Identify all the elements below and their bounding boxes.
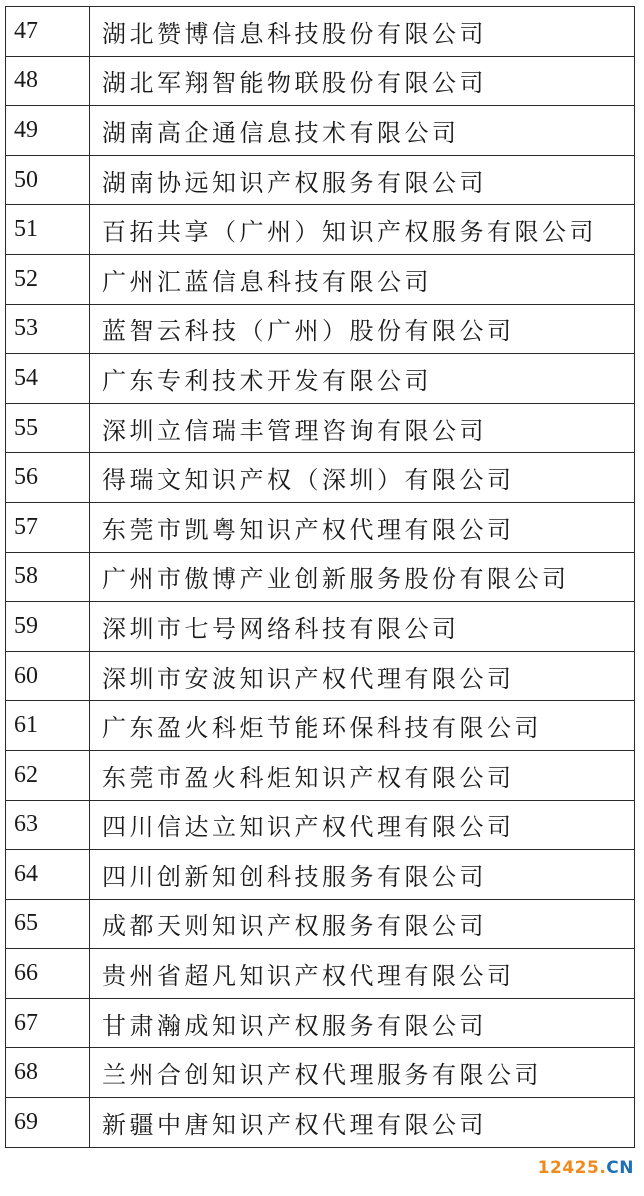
watermark-cn: CN [606, 1158, 634, 1178]
table-row [6, 205, 635, 255]
row-number: 68 [6, 1048, 90, 1098]
row-number: 57 [6, 502, 90, 552]
row-number: 64 [6, 850, 90, 900]
company-name: 东莞市凯粤知识产权代理有限公司 [90, 502, 635, 552]
company-name: 百拓共享（广州）知识产权服务有限公司 [90, 205, 635, 255]
company-name: 湖南高企通信息技术有限公司 [90, 106, 635, 156]
table-row [6, 998, 635, 1048]
table-row [6, 800, 635, 850]
company-list-body [6, 7, 635, 1148]
row-number: 54 [6, 354, 90, 404]
table-row [6, 850, 635, 900]
company-list-table [5, 6, 635, 1148]
row-number: 52 [6, 254, 90, 304]
row-number: 49 [6, 106, 90, 156]
row-number: 59 [6, 602, 90, 652]
row-number: 47 [6, 7, 90, 57]
table-row [6, 1098, 635, 1148]
table-row [6, 403, 635, 453]
company-name: 湖南协远知识产权服务有限公司 [90, 155, 635, 205]
company-name: 得瑞文知识产权（深圳）有限公司 [90, 453, 635, 503]
company-name: 兰州合创知识产权代理服务有限公司 [90, 1048, 635, 1098]
company-name: 深圳立信瑞丰管理咨询有限公司 [90, 403, 635, 453]
company-name: 贵州省超凡知识产权代理有限公司 [90, 949, 635, 999]
company-name: 蓝智云科技（广州）股份有限公司 [90, 304, 635, 354]
company-name: 广州市傲博产业创新服务股份有限公司 [90, 552, 635, 602]
table-row [6, 106, 635, 156]
company-name: 深圳市七号网络科技有限公司 [90, 602, 635, 652]
table-row [6, 7, 635, 57]
table-row [6, 354, 635, 404]
company-name: 广东盈火科炬节能环保科技有限公司 [90, 701, 635, 751]
company-name: 四川信达立知识产权代理有限公司 [90, 800, 635, 850]
row-number: 61 [6, 701, 90, 751]
company-name: 四川创新知创科技服务有限公司 [90, 850, 635, 900]
row-number: 69 [6, 1098, 90, 1148]
company-name: 深圳市安波知识产权代理有限公司 [90, 651, 635, 701]
site-watermark [538, 1158, 634, 1178]
row-number: 58 [6, 552, 90, 602]
row-number: 67 [6, 998, 90, 1048]
table-row [6, 155, 635, 205]
row-number: 48 [6, 56, 90, 106]
company-name: 广州汇蓝信息科技有限公司 [90, 254, 635, 304]
row-number: 63 [6, 800, 90, 850]
table-row [6, 750, 635, 800]
row-number: 51 [6, 205, 90, 255]
row-number: 65 [6, 899, 90, 949]
row-number: 55 [6, 403, 90, 453]
table-row [6, 1048, 635, 1098]
table-row [6, 602, 635, 652]
company-name: 甘肃瀚成知识产权服务有限公司 [90, 998, 635, 1048]
table-row [6, 502, 635, 552]
company-name: 湖北军翔智能物联股份有限公司 [90, 56, 635, 106]
watermark-number: 12425 [537, 1158, 600, 1178]
watermark-dot: . [599, 1158, 607, 1178]
row-number: 50 [6, 155, 90, 205]
company-name: 湖北赞博信息科技股份有限公司 [90, 7, 635, 57]
table-row [6, 701, 635, 751]
row-number: 60 [6, 651, 90, 701]
table-row [6, 304, 635, 354]
table-row [6, 453, 635, 503]
table-row [6, 899, 635, 949]
company-name: 成都天则知识产权服务有限公司 [90, 899, 635, 949]
company-name: 新疆中唐知识产权代理有限公司 [90, 1098, 635, 1148]
table-row [6, 552, 635, 602]
company-name: 东莞市盈火科炬知识产权有限公司 [90, 750, 635, 800]
company-name: 广东专利技术开发有限公司 [90, 354, 635, 404]
row-number: 53 [6, 304, 90, 354]
row-number: 66 [6, 949, 90, 999]
row-number: 62 [6, 750, 90, 800]
table-row [6, 56, 635, 106]
table-row [6, 949, 635, 999]
row-number: 56 [6, 453, 90, 503]
table-row [6, 651, 635, 701]
table-row [6, 254, 635, 304]
